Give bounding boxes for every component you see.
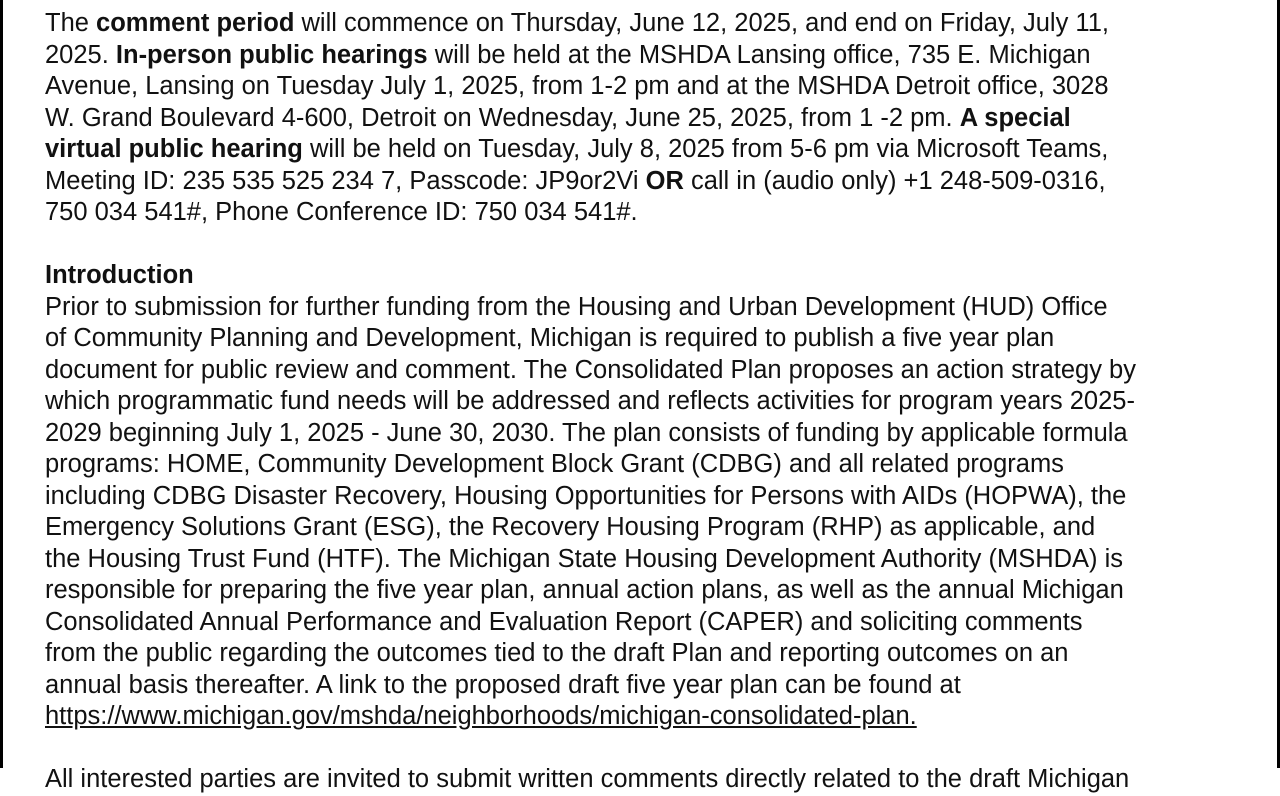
intro-line: from the public regarding the outcomes tied to the draft Plan and reporting outcomes on an [45, 639, 1069, 667]
intro-line: Prior to submission for further funding from the Housing and Urban Development (HUD) Office [45, 292, 1108, 321]
intro-line: which programmatic fund needs will be addressed and reflects activities for program years 2025- [45, 387, 1135, 415]
intro-line: Consolidated Annual Performance and Evaluation Report (CAPER) and soliciting comments [45, 607, 1083, 636]
special-hearing-label: A special [959, 103, 1071, 132]
intro-line: the Housing Trust Fund (HTF). The Michigan State Housing Development Authority (MSHDA) is [45, 544, 1124, 573]
virtual-hearing-label: virtual public hearing [45, 135, 303, 163]
intro-line: document for public review and comment. The Consolidated Plan proposes an action strategy by [45, 355, 1136, 384]
notice-line-7: 750 034 541#, Phone Conference ID: 750 034 541#. [45, 198, 638, 226]
intro-line: 2029 beginning July 1, 2025 - June 30, 2030. The plan consists of funding by applicable formula [45, 418, 1128, 447]
notice-line-3: Avenue, Lansing on Tuesday July 1, 2025, from 1-2 pm and at the MSHDA Detroit office, 3028 [45, 72, 1109, 100]
consolidated-plan-link[interactable]: https://www.michigan.gov/mshda/neighborhoods/michigan-consolidated-plan. [45, 702, 917, 730]
notice-line-4: W. Grand Boulevard 4-600, Detroit on Wednesday, June 25, 2025, from 1 -2 pm. A special [45, 103, 1071, 132]
comment-period-label: comment period [96, 9, 295, 37]
notice-body [45, 8, 1250, 796]
notice-line-2: 2025. In-person public hearings will be held at the MSHDA Lansing office, 735 E. Michigan [45, 40, 1091, 69]
paragraph-spacer [45, 229, 1250, 261]
notice-line-1: The comment period will commence on Thursday, June 12, 2025, and end on Friday, July 11, [45, 9, 1109, 37]
paragraph-spacer [45, 733, 1250, 765]
intro-line: annual basis thereafter. A link to the proposed draft five year plan can be found at [45, 670, 961, 699]
intro-line: responsible for preparing the five year plan, annual action plans, as well as the annual Michigan [45, 576, 1124, 604]
intro-line: Emergency Solutions Grant (ESG), the Recovery Housing Program (RHP) as applicable, and [45, 513, 1096, 541]
intro-line: including CDBG Disaster Recovery, Housing Opportunities for Persons with AIDs (HOPWA), the [45, 481, 1127, 510]
intro-line: programs: HOME, Community Development Block Grant (CDBG) and all related programs [45, 450, 1064, 478]
notice-line-5: virtual public hearing will be held on Tuesday, July 8, 2025 from 5-6 pm via Microsoft Teams, [45, 135, 1109, 163]
comments-invitation-line: All interested parties are invited to submit written comments directly related to the draft Michigan [45, 765, 1130, 793]
public-hearings-label: In-person public hearings [115, 40, 428, 69]
intro-line: of Community Planning and Development, Michigan is required to publish a five year plan [45, 324, 1055, 352]
notice-line-6: Meeting ID: 235 535 525 234 7, Passcode: JP9or2Vi OR call in (audio only) +1 248-509-0316, [45, 166, 1106, 195]
or-label: OR [645, 166, 684, 195]
introduction-heading: Introduction [45, 261, 194, 289]
